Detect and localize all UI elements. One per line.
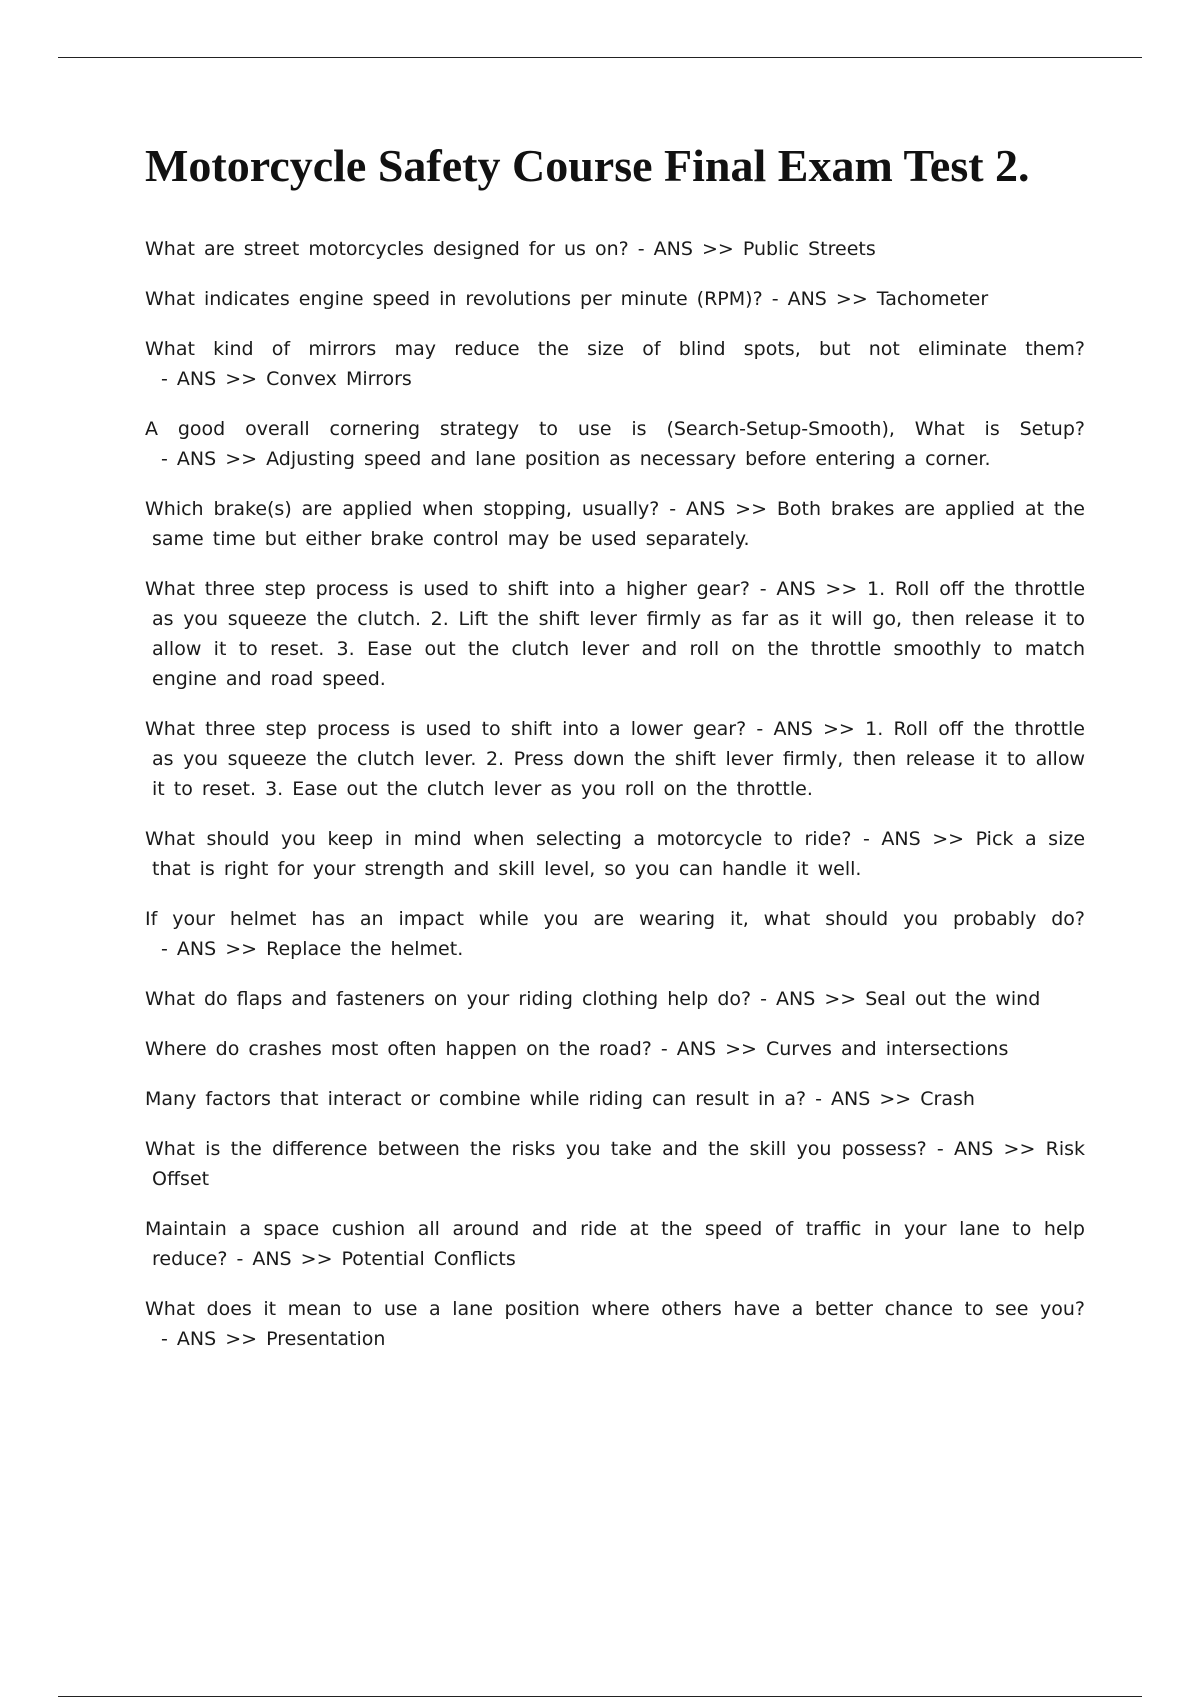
question-item: [145, 1214, 1085, 1274]
question-text: Maintain a space cushion all around and ride at the speed of traffic in your lane to help reduce?: [145, 1218, 1085, 1270]
answer-separator: - ANS >>: [659, 498, 777, 520]
answer-text: 1. Roll off the throttle as you squeeze the clutch. 2. Lift the shift lever firmly as far as it will go, then release it to allow it to reset. 3. Ease out the clutch lever and roll on the throttle smoothly to match engine and road speed.: [152, 578, 1086, 690]
question-item: [145, 574, 1085, 694]
answer-separator: - ANS >>: [762, 288, 877, 310]
answer-separator: - ANS >>: [749, 578, 868, 600]
answer-separator: - ANS >>: [746, 718, 866, 740]
question-text: What three step process is used to shift into a higher gear?: [145, 578, 750, 600]
answer-text: Convex Mirrors: [266, 368, 412, 390]
answer-text: Seal out the wind: [865, 988, 1041, 1010]
answer-text: Crash: [920, 1088, 975, 1110]
top-rule: [58, 57, 1142, 58]
answer-text: Curves and intersections: [766, 1038, 1009, 1060]
answer-separator: - ANS >>: [227, 1248, 342, 1270]
question-text: A good overall cornering strategy to use is (Search-Setup-Smooth), What is Setup?: [145, 418, 1085, 440]
question-item: [145, 984, 1085, 1014]
answer-text: Adjusting speed and lane position as necessary before entering a corner.: [266, 448, 991, 470]
document-page: [145, 138, 1085, 1374]
question-text: What indicates engine speed in revolutions per minute (RPM)?: [145, 288, 763, 310]
question-text: If your helmet has an impact while you are wearing it, what should you probably do?: [145, 908, 1085, 930]
question-text: Where do crashes most often happen on the road?: [145, 1038, 652, 1060]
question-text: What should you keep in mind when selecting a motorcycle to ride?: [145, 828, 852, 850]
question-text: What kind of mirrors may reduce the size of blind spots, but not eliminate them?: [145, 338, 1085, 360]
answer-text: Pick a size that is right for your strength and skill level, so you can handle it well.: [152, 828, 1086, 880]
answer-separator: - ANS >>: [851, 828, 976, 850]
answer-text: Presentation: [266, 1328, 386, 1350]
answer-separator: - ANS >>: [152, 448, 267, 470]
answer-text: 1. Roll off the throttle as you squeeze the clutch lever. 2. Press down the shift lever firmly, then release it to allow it to reset. 3. Ease out the clutch lever as you roll on the throttle.: [152, 718, 1085, 800]
question-item: [145, 1134, 1085, 1194]
question-text: What is the difference between the risks you take and the skill you possess?: [145, 1138, 927, 1160]
question-text: What do flaps and fasteners on your riding clothing help do?: [145, 988, 752, 1010]
question-item: [145, 494, 1085, 554]
question-item: [145, 284, 1085, 314]
question-list: [145, 234, 1085, 1354]
answer-separator: - ANS >>: [152, 938, 267, 960]
bottom-rule: [58, 1696, 1142, 1697]
answer-text: Potential Conflicts: [341, 1248, 516, 1270]
answer-text: Public Streets: [742, 238, 876, 260]
question-item: [145, 414, 1085, 474]
answer-text: Risk Offset: [152, 1138, 1086, 1190]
question-item: [145, 1294, 1085, 1354]
question-text: Which brake(s) are applied when stopping, usually?: [145, 498, 660, 520]
document-title: Motorcycle Safety Course Final Exam Test 2.: [145, 140, 1030, 191]
answer-separator: - ANS >>: [751, 988, 866, 1010]
question-text: What are street motorcycles designed for us on?: [145, 238, 629, 260]
question-item: [145, 824, 1085, 884]
question-text: What does it mean to use a lane position where others have a better chance to see you?: [145, 1298, 1085, 1320]
answer-separator: - ANS >>: [152, 1328, 267, 1350]
answer-text: Replace the helmet.: [266, 938, 464, 960]
answer-text: Both brakes are applied at the same time but either brake control may be used separately.: [152, 498, 1086, 550]
question-item: [145, 714, 1085, 804]
question-text: What three step process is used to shift into a lower gear?: [145, 718, 747, 740]
answer-separator: - ANS >>: [152, 368, 267, 390]
question-item: [145, 334, 1085, 394]
question-item: [145, 1084, 1085, 1114]
question-item: [145, 1034, 1085, 1064]
answer-separator: - ANS >>: [651, 1038, 766, 1060]
answer-separator: - ANS >>: [806, 1088, 921, 1110]
answer-text: Tachometer: [876, 288, 989, 310]
question-item: [145, 904, 1085, 964]
answer-separator: - ANS >>: [628, 238, 743, 260]
question-text: Many factors that interact or combine while riding can result in a?: [145, 1088, 807, 1110]
question-item: [145, 234, 1085, 264]
answer-separator: - ANS >>: [926, 1138, 1046, 1160]
